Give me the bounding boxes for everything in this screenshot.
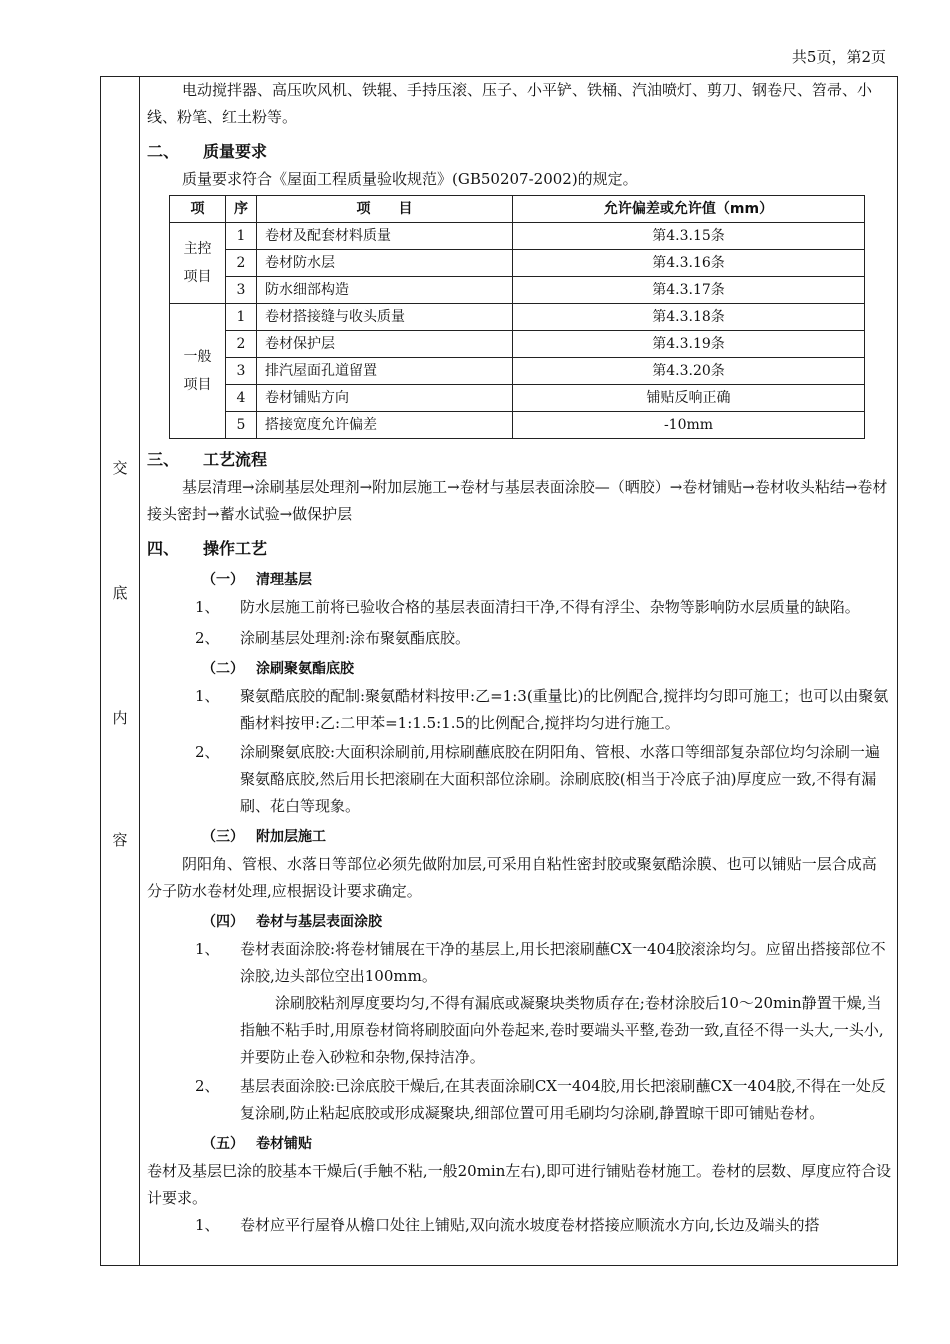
side-label-char: 底 bbox=[112, 584, 128, 602]
table-row bbox=[170, 250, 865, 277]
table-cell: 卷材防水层 bbox=[257, 250, 513, 277]
list-item: 1、 卷材应平行屋脊从檐口处往上铺贴,双向流水坡度卷材搭接应顺流水方向,长边及端头的搭 bbox=[195, 1216, 820, 1234]
page-number: 共5页，第2页 bbox=[791, 48, 886, 66]
side-label-char: 内 bbox=[112, 709, 128, 727]
table-row bbox=[170, 331, 865, 358]
table-cell: 第4.3.16条 bbox=[513, 250, 865, 277]
table-cell: 第4.3.15条 bbox=[513, 223, 865, 250]
table-row bbox=[170, 223, 865, 250]
table-cell: 1 bbox=[226, 223, 257, 250]
subsection-heading: （五） 卷材铺贴 bbox=[202, 1136, 312, 1152]
quality-table bbox=[169, 195, 865, 439]
table-cell: 卷材搭接缝与收头质量 bbox=[257, 304, 513, 331]
header-cell: 项 bbox=[170, 196, 226, 223]
table-cell: 3 bbox=[226, 358, 257, 385]
subsection-heading: （四） 卷材与基层表面涂胶 bbox=[202, 914, 382, 930]
table-cell: 排汽屋面孔道留置 bbox=[257, 358, 513, 385]
header-cell: 允许偏差或允许值（mm） bbox=[513, 196, 865, 223]
list-item: 1、 聚氨酷底胶的配制:聚氨酷材料按甲:乙=1:3(重量比)的比例配合,搅拌均匀即可施工；也可以由聚氨酯材料按甲:乙:二甲苯=1:1.5:1.5的比例配合,搅拌均匀进行施工。 bbox=[195, 687, 889, 732]
process-flow: 基层清理→涂刷基层处理剂→附加层施工→卷材与基层表面涂胶—（晒胶）→卷材铺贴→卷材收头粘结→卷材接头密封→蓄水试验→做保护层 bbox=[147, 478, 888, 523]
table-cell: 卷材及配套材料质量 bbox=[257, 223, 513, 250]
tools-list: 电动搅拌器、高压吹风机、铁辊、手持压滚、压子、小平铲、铁桶、汽油喷灯、剪刀、钢卷尺、笤帚、小线、粉笔、红土粉等。 bbox=[147, 81, 873, 126]
table-row bbox=[170, 304, 865, 331]
group-cell: 主控项目 bbox=[170, 223, 226, 304]
table-cell: 卷材铺贴方向 bbox=[257, 385, 513, 412]
group-cell: 一般项目 bbox=[170, 304, 226, 439]
table-cell: 第4.3.19条 bbox=[513, 331, 865, 358]
table-cell: -10mm bbox=[513, 412, 865, 439]
table-cell: 2 bbox=[226, 250, 257, 277]
side-label-char: 容 bbox=[112, 831, 128, 849]
table-row bbox=[170, 385, 865, 412]
header-cell: 项 目 bbox=[257, 196, 513, 223]
table-cell: 第4.3.20条 bbox=[513, 358, 865, 385]
list-item: 2、 基层表面涂胶:已涂底胶干燥后,在其表面涂刷CX一404胶,用长把滚刷蘸CX一404胶,不得在一处反复涂刷,防止粘起底胶或形成凝聚块,细部位置可用毛刷均匀涂刷,静置晾干即可铺贴卷材。 bbox=[195, 1077, 886, 1122]
table-cell: 2 bbox=[226, 331, 257, 358]
side-label-char: 交 bbox=[112, 459, 128, 477]
table-cell: 5 bbox=[226, 412, 257, 439]
table-cell: 铺贴反响正确 bbox=[513, 385, 865, 412]
section-operation-heading: 四、 操作工艺 bbox=[147, 539, 268, 558]
table-cell: 第4.3.18条 bbox=[513, 304, 865, 331]
list-item: 2、 涂刷聚氨底胶:大面积涂刷前,用棕刷蘸底胶在阴阳角、管根、水落口等细部复杂部位均匀涂刷一遍聚氨酪底胶,然后用长把滚刷在大面积部位涂刷。涂刷底胶(相当于冷底子油)厚度应一致,不得有漏刷、花白等现象。 bbox=[195, 743, 880, 815]
table-row bbox=[170, 358, 865, 385]
subsection-text: 卷材及基层巳涂的胶基本干燥后(手触不粘,一般20min左右),即可进行铺贴卷材施工。卷材的层数、厚度应符合设计要求。 bbox=[147, 1162, 892, 1207]
table-cell: 卷材保护层 bbox=[257, 331, 513, 358]
section-process-heading: 三、 工艺流程 bbox=[147, 450, 268, 469]
list-item: 1、 卷材表面涂胶:将卷材铺展在干净的基层上,用长把滚刷蘸CX一404胶滚涂均匀。应留出搭接部位不涂胶,边头部位空出100mm。 bbox=[195, 940, 886, 985]
table-cell: 3 bbox=[226, 277, 257, 304]
table-cell: 第4.3.17条 bbox=[513, 277, 865, 304]
header-cell: 序 bbox=[226, 196, 257, 223]
section-quality-heading: 二、 质量要求 bbox=[147, 142, 268, 161]
subsection-heading: （二） 涂刷聚氨酯底胶 bbox=[202, 661, 354, 677]
table-row bbox=[170, 277, 865, 304]
table-cell: 4 bbox=[226, 385, 257, 412]
quality-intro: 质量要求符合《屋面工程质量验收规范》(GB50207-2002)的规定。 bbox=[182, 170, 638, 188]
subsection-heading: （一） 清理基层 bbox=[202, 572, 312, 588]
list-item: 2、 涂刷基层处理剂:涂布聚氨酯底胶。 bbox=[195, 629, 471, 647]
table-header-row bbox=[170, 196, 865, 223]
list-item: 1、 防水层施工前将已验收合格的基层表面清扫干净,不得有浮尘、杂物等影响防水层质量的缺陷。 bbox=[195, 598, 860, 616]
subsection-heading: （三） 附加层施工 bbox=[202, 829, 326, 845]
table-row bbox=[170, 412, 865, 439]
table-cell: 搭接宽度允许偏差 bbox=[257, 412, 513, 439]
table-cell: 防水细部构造 bbox=[257, 277, 513, 304]
list-item-continuation: 涂刷胶粘剂厚度要均匀,不得有漏底或凝聚块类物质存在;卷材涂胶后10～20min静置干燥,当指触不粘手时,用原卷材筒将刷胶面向外卷起来,卷时要端头平整,卷劲一致,直径不得一头大,一头小,并要防止卷入砂粒和杂物,保持洁净。 bbox=[240, 994, 884, 1066]
table-cell: 1 bbox=[226, 304, 257, 331]
content-area bbox=[147, 77, 891, 1239]
subsection-text: 阴阳角、管根、水落日等部位必须先做附加层,可采用自粘性密封胶或聚氨酷涂膜、也可以铺贴一层合成高分子防水卷材处理,应根据设计要求确定。 bbox=[147, 855, 877, 900]
side-label-column bbox=[101, 77, 140, 1265]
document-frame bbox=[100, 76, 898, 1266]
